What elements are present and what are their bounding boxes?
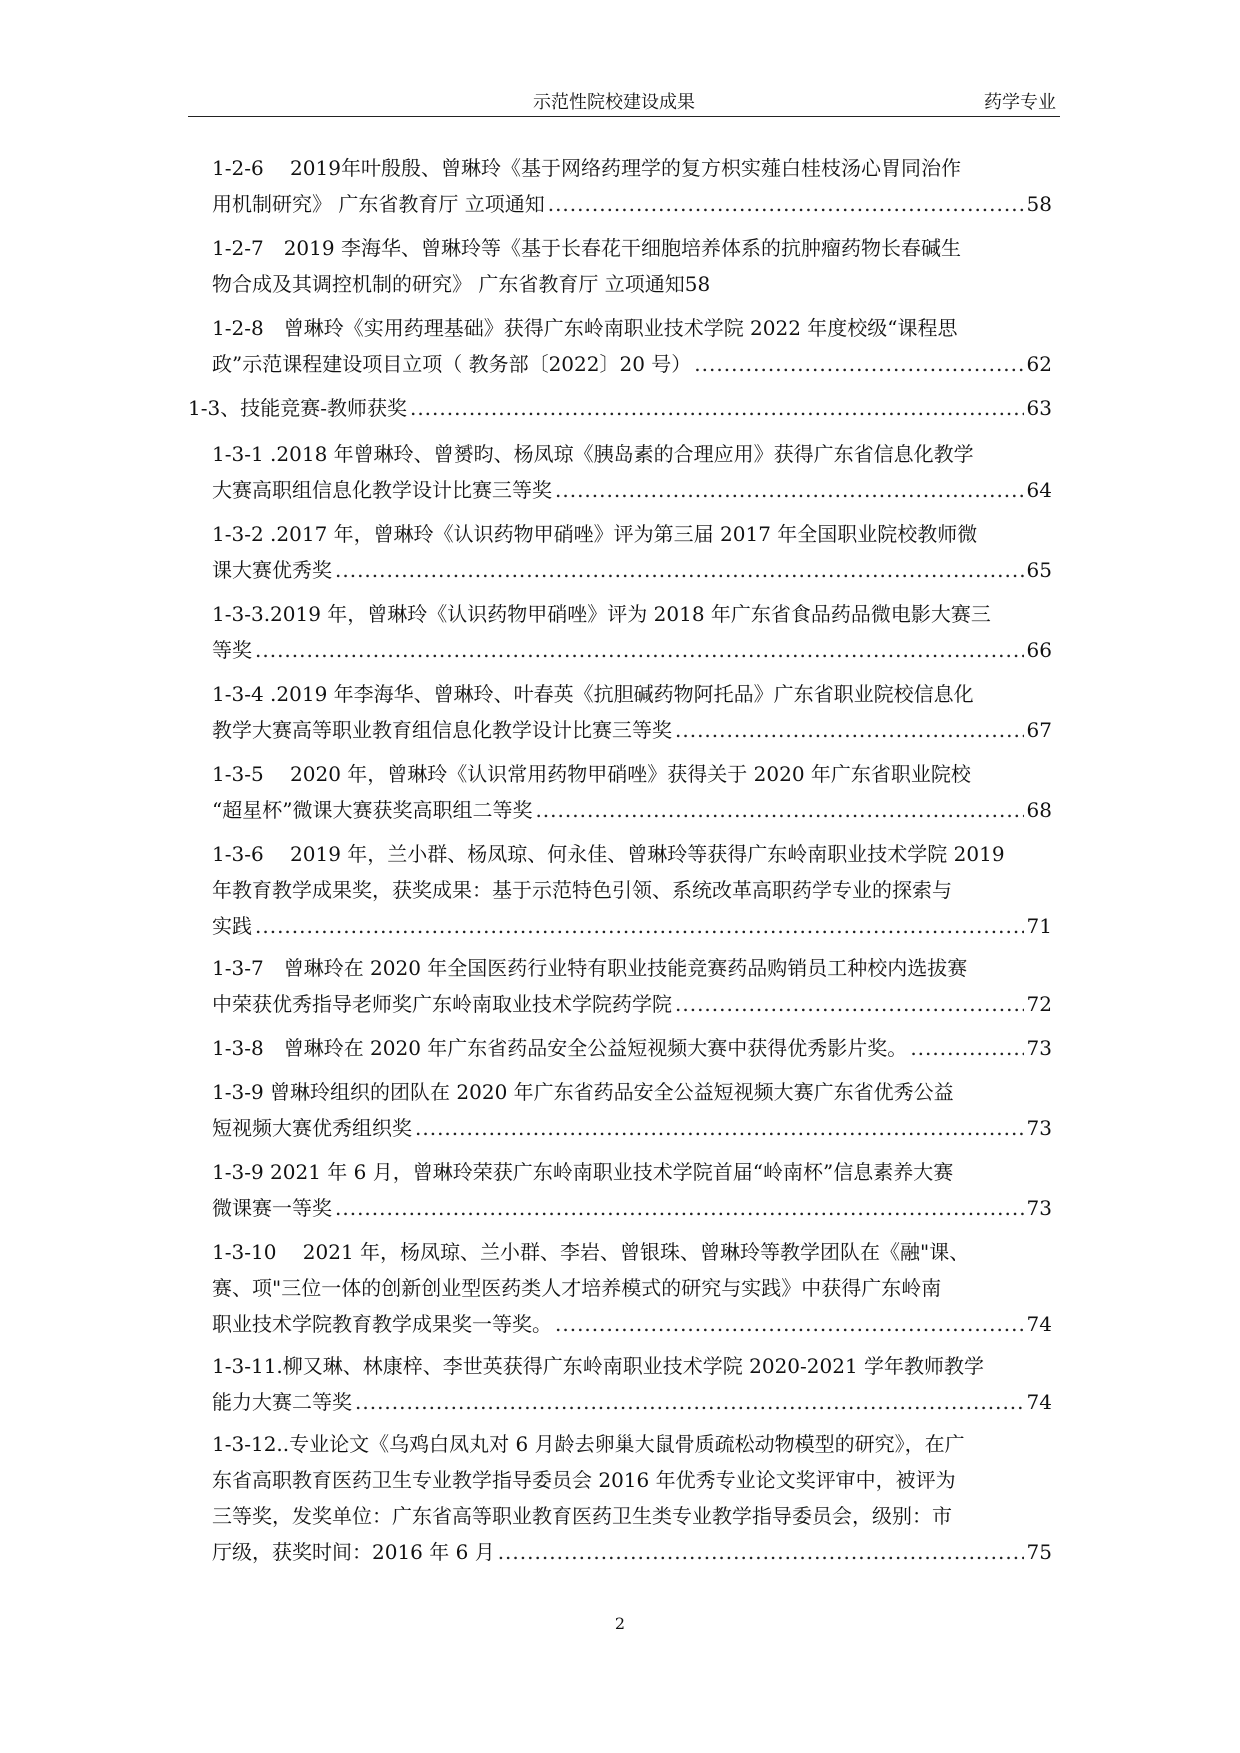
leader-dots <box>535 792 1023 828</box>
leader-dots <box>255 908 1024 944</box>
toc-entry[interactable] <box>212 1030 1052 1066</box>
toc-entry-text: 1-2-8 曾琳玲《实用药理基础》获得广东岭南职业技术学院 2022 年度校级“课程思 <box>212 316 958 340</box>
toc-page-number: 73 <box>1026 1196 1052 1220</box>
toc-page-number: 74 <box>1026 1390 1052 1414</box>
toc-entry[interactable] <box>212 950 1052 1022</box>
toc-page-number: 64 <box>1026 478 1052 502</box>
toc-entry-text: 实践 <box>212 914 252 938</box>
toc-entry-text: 厅级，获奖时间：2016 年 6 月 <box>212 1540 495 1564</box>
toc-page-number: 74 <box>1026 1312 1052 1336</box>
toc-section-entry[interactable] <box>188 390 1052 426</box>
toc-entry-text: 教学大赛高等职业教育组信息化教学设计比赛三等奖 <box>212 718 672 742</box>
toc-page-number: 66 <box>1026 638 1052 662</box>
leader-dots <box>498 1534 1024 1570</box>
toc-page-number: 62 <box>1026 352 1052 376</box>
toc-page-number: 75 <box>1026 1540 1052 1564</box>
toc-page-number: 58 <box>1026 192 1052 216</box>
toc-entry[interactable] <box>212 1234 1052 1342</box>
toc-entry-text: 大赛高职组信息化教学设计比赛三等奖 <box>212 478 552 502</box>
toc-entry-text: 三等奖，发奖单位：广东省高等职业教育医药卫生类专业教学指导委员会，级别：市 <box>212 1504 952 1528</box>
toc-entry-text: 1-3-8 曾琳玲在 2020 年广东省药品安全公益短视频大赛中获得优秀影片奖。 <box>212 1036 908 1060</box>
toc-entry[interactable] <box>212 150 1052 222</box>
toc-entry-text: 等奖 <box>212 638 252 662</box>
toc-page-number: 65 <box>1026 558 1052 582</box>
toc-page-number: 63 <box>1026 396 1052 420</box>
toc-entry-text: 1-3-3.2019 年，曾琳玲《认识药物甲硝唑》评为 2018 年广东省食品药品微电影大赛三 <box>212 602 991 626</box>
toc-page-number: 68 <box>1026 798 1052 822</box>
toc-entry[interactable] <box>212 1348 1052 1420</box>
toc-entry-text: 1-3-1 .2018 年曾琳玲、曾赟昀、杨凤琼《胰岛素的合理应用》获得广东省信息化教学 <box>212 442 974 466</box>
page-header <box>188 88 1060 117</box>
leader-dots <box>415 1110 1024 1146</box>
header-title: 示范性院校建设成果 <box>533 92 695 113</box>
leader-dots <box>910 1030 1023 1066</box>
toc-entry-text: 年教育教学成果奖，获奖成果：基于示范特色引领、系统改革高职药学专业的探索与 <box>212 878 952 902</box>
toc-entry-text: 1-3-10 2021 年，杨凤琼、兰小群、李岩、曾银珠、曾琳玲等教学团队在《融"课、 <box>212 1240 970 1264</box>
toc-page-number: 73 <box>1026 1036 1052 1060</box>
toc-entry[interactable] <box>212 436 1052 508</box>
leader-dots <box>555 472 1024 508</box>
toc-entry-text: 1-3-9 2021 年 6 月，曾琳玲荣获广东岭南职业技术学院首届“岭南杯”信息素养大赛 <box>212 1160 954 1184</box>
toc-entry[interactable] <box>212 1074 1052 1146</box>
toc-entry-text: 1-3-5 2020 年，曾琳玲《认识常用药物甲硝唑》获得关于 2020 年广东省职业院校 <box>212 762 971 786</box>
toc-entry-text: “超星杯”微课大赛获奖高职组二等奖 <box>212 798 533 822</box>
toc-page-number: 72 <box>1026 992 1052 1016</box>
toc-entry-text: 微课赛一等奖 <box>212 1196 332 1220</box>
leader-dots <box>555 1306 1024 1342</box>
leader-dots <box>548 186 1024 222</box>
footer-page-number: 2 <box>614 1614 626 1633</box>
toc-entry-text: 1-3-4 .2019 年李海华、曾琳玲、叶春英《抗胆碱药物阿托品》广东省职业院校信息化 <box>212 682 974 706</box>
leader-dots <box>410 390 1024 426</box>
toc-entry-text: 中荣获优秀指导老师奖广东岭南取业技术学院药学院 <box>212 992 672 1016</box>
toc-entry-text: 能力大赛二等奖 <box>212 1390 352 1414</box>
header-major: 药学专业 <box>984 92 1056 113</box>
toc-entry-text: 1-3-7 曾琳玲在 2020 年全国医药行业特有职业技能竞赛药品购销员工种校内选拔赛 <box>212 956 968 980</box>
toc-entry-text: 1-2-6 2019年叶殷殷、曾琳玲《基于网络药理学的复方枳实薤白桂枝汤心胃同治作 <box>212 156 961 180</box>
leader-dots <box>675 712 1024 748</box>
leader-dots <box>694 346 1023 382</box>
toc-entry[interactable] <box>212 836 1052 944</box>
toc-page-number: 67 <box>1026 718 1052 742</box>
leader-dots <box>675 986 1024 1022</box>
toc-entry-text: 1-3-2 .2017 年，曾琳玲《认识药物甲硝唑》评为第三届 2017 年全国职业院校教师微 <box>212 522 978 546</box>
toc-entry-text: 1-3-12..专业论文《乌鸡白凤丸对 6 月龄去卵巢大鼠骨质疏松动物模型的研究》，在广 <box>212 1432 965 1456</box>
leader-dots <box>335 1190 1024 1226</box>
toc-page-number: 71 <box>1026 914 1052 938</box>
toc-entry-text: 物合成及其调控机制的研究》 广东省教育厅 立项通知58 <box>212 272 711 296</box>
toc-entry-text: 课大赛优秀奖 <box>212 558 332 582</box>
toc-entry[interactable] <box>212 756 1052 828</box>
toc-entry-text: 职业技术学院教育教学成果奖一等奖。 <box>212 1312 552 1336</box>
toc-entry[interactable] <box>212 310 1052 382</box>
toc-entry-text: 1-3、技能竞赛-教师获奖 <box>188 396 407 420</box>
toc-entry-text: 用机制研究》 广东省教育厅 立项通知 <box>212 192 545 216</box>
leader-dots <box>255 632 1024 668</box>
toc-entry-text: 短视频大赛优秀组织奖 <box>212 1116 412 1140</box>
toc-entry-text: 1-3-9 曾琳玲组织的团队在 2020 年广东省药品安全公益短视频大赛广东省优秀公益 <box>212 1080 954 1104</box>
toc-entry-text: 东省高职教育医药卫生专业教学指导委员会 2016 年优秀专业论文奖评审中，被评为 <box>212 1468 956 1492</box>
leader-dots <box>355 1384 1024 1420</box>
toc-entry-text: 1-3-6 2019 年，兰小群、杨凤琼、何永佳、曾琳玲等获得广东岭南职业技术学院 2019 <box>212 842 1005 866</box>
toc-entry[interactable] <box>212 676 1052 748</box>
toc-entry[interactable] <box>212 230 1052 302</box>
toc-entry[interactable] <box>212 1426 1052 1570</box>
toc-entry-text: 1-2-7 2019 李海华、曾琳玲等《基于长春花干细胞培养体系的抗肿瘤药物长春碱生 <box>212 236 961 260</box>
toc-page-number: 73 <box>1026 1116 1052 1140</box>
toc-entry-text: 政”示范课程建设项目立项（ 教务部〔2022〕20 号） <box>212 352 692 376</box>
toc-entry[interactable] <box>212 1154 1052 1226</box>
page-footer <box>0 1614 1240 1633</box>
toc-entry-text: 赛、项"三位一体的创新创业型医药类人才培养模式的研究与实践》中获得广东岭南 <box>212 1276 942 1300</box>
toc-entry[interactable] <box>212 596 1052 668</box>
leader-dots <box>335 552 1024 588</box>
toc-entry-text: 1-3-11.柳又琳、林康梓、李世英获得广东岭南职业技术学院 2020-2021 学年教师教学 <box>212 1354 985 1378</box>
toc-entry[interactable] <box>212 516 1052 588</box>
